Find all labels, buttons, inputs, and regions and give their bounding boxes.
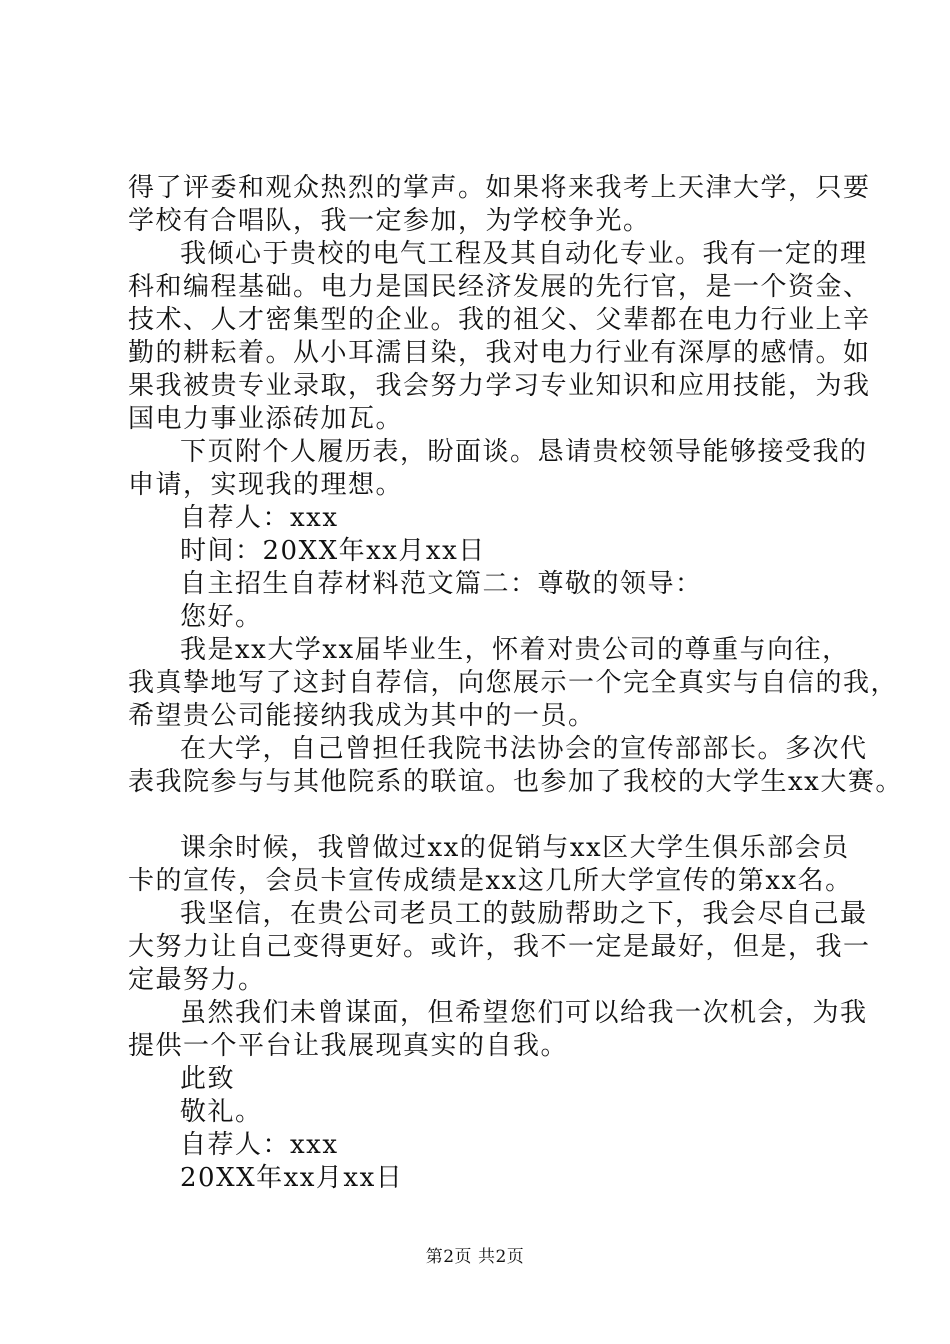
date-line: 时间：20XX年xx月xx日: [180, 536, 486, 566]
page-number-footer: 第2页 共2页: [425, 1247, 525, 1267]
text-line: 定最努力。: [128, 965, 266, 995]
text-line: 勤的耕耘着。从小耳濡目染，我对电力行业有深厚的感情。如: [128, 338, 871, 368]
text-line: 我倾心于贵校的电气工程及其自动化专业。我有一定的理: [180, 239, 868, 269]
document-body: [128, 172, 903, 1195]
text-line: 下页附个人履历表，盼面谈。恳请贵校领导能够接受我的: [180, 437, 868, 467]
text-line: 得了评委和观众热烈的掌声。如果将来我考上天津大学，只要: [128, 173, 871, 203]
text-line: 国电力事业添砖加瓦。: [128, 404, 404, 434]
text-line: 科和编程基础。电力是国民经济发展的先行官，是一个资金、: [128, 272, 871, 302]
text-line: 提供一个平台让我展现真实的自我。: [128, 1031, 569, 1061]
text-line: 虽然我们未曾谋面，但希望您们可以给我一次机会，为我: [180, 998, 868, 1028]
text-line: 我真挚地写了这封自荐信，向您展示一个完全真实与自信的我，: [128, 668, 899, 698]
section-heading: 自主招生自荐材料范文篇二：尊敬的领导：: [180, 569, 703, 599]
closing-line: 敬礼。: [180, 1097, 263, 1127]
closing-line: 此致: [180, 1064, 236, 1094]
text-line: 希望贵公司能接纳我成为其中的一员。: [128, 701, 596, 731]
text-line: 大努力让自己变得更好。或许，我不一定是最好，但是，我一: [128, 932, 871, 962]
text-line: 学校有合唱队，我一定参加，为学校争光。: [128, 206, 651, 236]
text-line: 我是xx大学xx届毕业生，怀着对贵公司的尊重与向往，: [180, 635, 850, 665]
text-line: 表我院参与与其他院系的联谊。也参加了我校的大学生xx大赛。: [128, 767, 903, 797]
text-line: 技术、人才密集型的企业。我的祖父、父辈都在电力行业上辛: [128, 305, 871, 335]
signature-line: 自荐人：xxx: [180, 1130, 339, 1160]
greeting-line: 您好。: [180, 602, 263, 632]
text-line: 我坚信，在贵公司老员工的鼓励帮助之下，我会尽自己最: [180, 899, 868, 929]
signature-line: 自荐人：xxx: [180, 503, 339, 533]
date-line: 20XX年xx月xx日: [180, 1163, 404, 1193]
text-line: 课余时候，我曾做过xx的促销与xx区大学生俱乐部会员: [180, 833, 850, 863]
text-line: 申请，实现我的理想。: [128, 470, 404, 500]
text-line: 卡的宣传，会员卡宣传成绩是xx这几所大学宣传的第xx名。: [128, 866, 853, 896]
blank-line: [128, 799, 848, 832]
text-line: 在大学，自己曾担任我院书法协会的宣传部部长。多次代: [180, 734, 868, 764]
text-line: 果我被贵专业录取，我会努力学习专业知识和应用技能，为我: [128, 371, 871, 401]
